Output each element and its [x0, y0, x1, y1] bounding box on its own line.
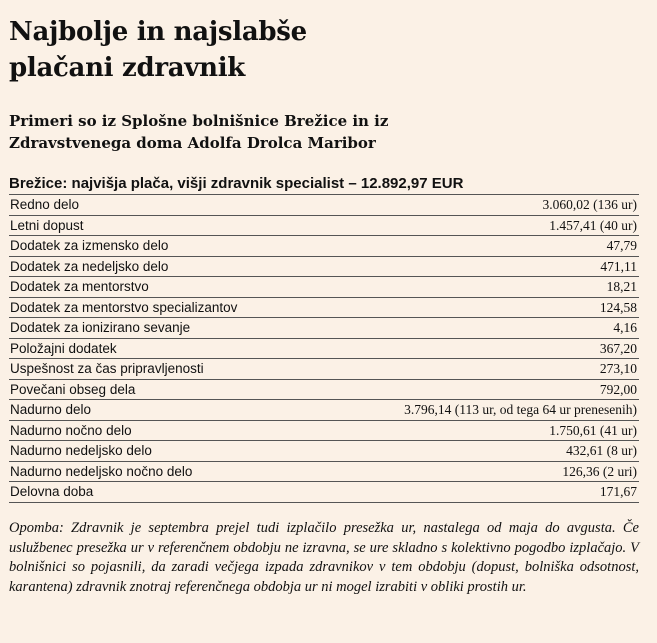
table-row: [9, 462, 639, 483]
table-row: [9, 195, 639, 216]
row-label: Dodatek za izmensko delo: [10, 238, 169, 254]
table-row: [9, 441, 639, 462]
row-label: Dodatek za mentorstvo specializantov: [10, 299, 238, 315]
row-label: Položajni dodatek: [10, 340, 117, 356]
row-label: Nadurno nočno delo: [10, 422, 132, 438]
subtitle: [9, 110, 629, 154]
row-value: 3.060,02 (136 ur): [542, 197, 637, 213]
row-value: 792,00: [599, 381, 637, 397]
row-label: Dodatek za nedeljsko delo: [10, 258, 169, 274]
table-row: [9, 277, 639, 298]
row-value: 471,11: [600, 258, 637, 274]
table-row: [9, 482, 639, 503]
table-row: [9, 400, 639, 421]
table-row: [9, 380, 639, 401]
table-row: [9, 298, 639, 319]
footnote: Opomba: Zdravnik je septembra prejel tudi izplačilo presežka ur, nastalega od maja do avgusta. Če uslužbenec presežka ur v referenčnem obdobju ne izravna, se ure skladno s kolektivno pogodbo izplačajo. V bolnišnici so pojasnili, da zaradi večjega izpada zdravnikov v tem obdobju (dopust, bolniška odsotnost, karantena) zdravnik znotraj referenčnega obdobja ur ni mogel izrabiti v obliki prostih ur.: [9, 520, 639, 596]
row-label: Delovna doba: [10, 484, 94, 500]
row-value: 1.750,61 (41 ur): [549, 422, 637, 438]
row-value: 1.457,41 (40 ur): [549, 217, 637, 233]
table-row: [9, 421, 639, 442]
row-value: 171,67: [599, 484, 637, 500]
row-value: 18,21: [606, 279, 637, 295]
table-heading: Brežice: najvišja plača, višji zdravnik specialist – 12.892,97 EUR: [9, 175, 464, 192]
row-value: 367,20: [599, 340, 637, 356]
row-value: 273,10: [599, 361, 637, 377]
table-row: [9, 216, 639, 237]
row-label: Redno delo: [10, 197, 80, 213]
row-value: 126,36 (2 uri): [562, 463, 637, 479]
table-row: [9, 339, 639, 360]
row-label: Nadurno delo: [10, 402, 92, 418]
row-value: 124,58: [599, 299, 637, 315]
title-line-2: plačani zdravnik: [9, 53, 246, 83]
row-value: 4,16: [613, 320, 637, 336]
subtitle-line-2: Zdravstvenega doma Adolfa Drolca Maribor: [9, 134, 376, 152]
row-label: Uspešnost za čas pripravljenosti: [10, 361, 204, 377]
row-value: 47,79: [606, 238, 637, 254]
table-row: [9, 359, 639, 380]
row-label: Letni dopust: [10, 217, 84, 233]
row-label: Nadurno nedeljsko nočno delo: [10, 463, 193, 479]
row-value: 432,61 (8 ur): [566, 443, 637, 459]
salary-table: [9, 194, 639, 503]
table-row: [9, 236, 639, 257]
row-label: Nadurno nedeljsko delo: [10, 443, 152, 459]
table-row: [9, 318, 639, 339]
row-value: 3.796,14 (113 ur, od tega 64 ur prenesenih): [404, 402, 637, 418]
table-row: [9, 257, 639, 278]
page-title: [9, 14, 629, 86]
subtitle-line-1: Primeri so iz Splošne bolnišnice Brežice in iz: [9, 112, 389, 130]
title-line-1: Najbolje in najslabše: [9, 17, 307, 47]
row-label: Dodatek za ionizirano sevanje: [10, 320, 191, 336]
row-label: Dodatek za mentorstvo: [10, 279, 149, 295]
row-label: Povečani obseg dela: [10, 381, 136, 397]
